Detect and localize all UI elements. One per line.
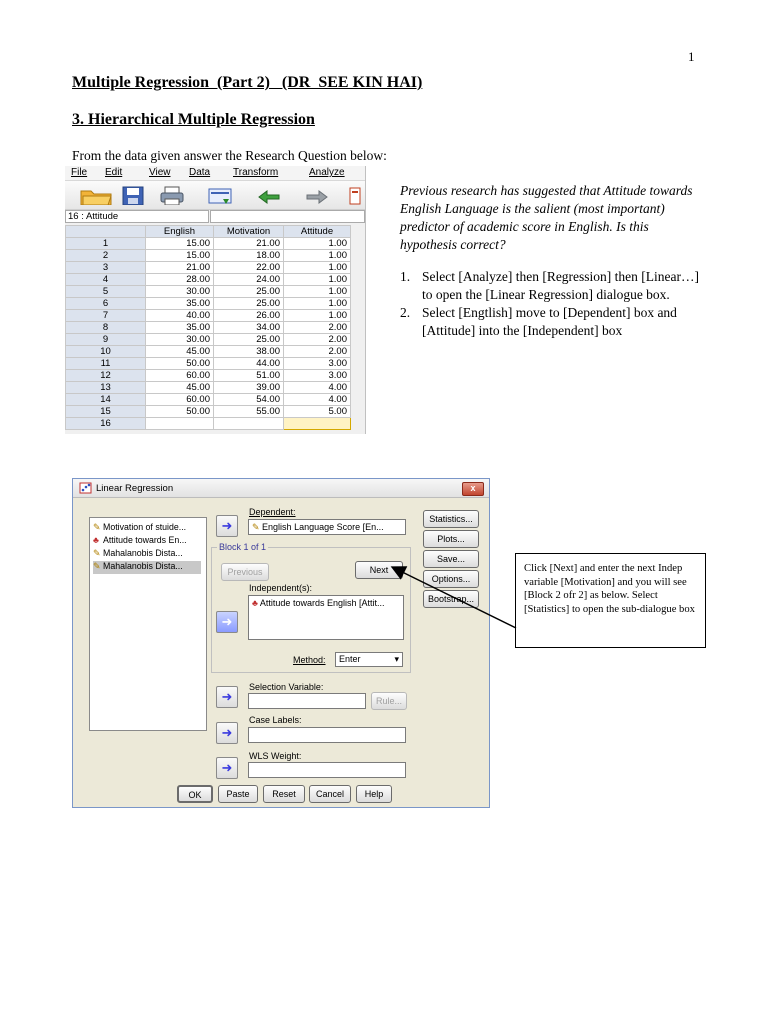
page-number: 1 [688,49,695,64]
column-header-english[interactable]: English [146,226,214,238]
data-cell[interactable]: 26.00 [214,310,284,322]
data-cell[interactable]: 50.00 [146,406,214,418]
data-cell[interactable]: 1.00 [284,286,351,298]
data-cell[interactable]: 3.00 [284,358,351,370]
dependent-label: Dependent: [249,507,296,517]
data-cell[interactable]: 1.00 [284,250,351,262]
independent-label: Independent(s): [249,583,313,593]
nominal-icon: ♣ [93,535,99,545]
data-cell[interactable]: 4.00 [284,382,351,394]
arrow-right-icon: ➜ [221,689,233,704]
menu-file[interactable]: File [71,167,88,178]
row-number[interactable]: 12 [66,370,146,382]
data-cell[interactable]: 21.00 [146,262,214,274]
ruler-icon: ✎ [93,548,101,558]
save-button[interactable]: Save... [423,550,479,568]
close-button[interactable]: x [462,482,484,496]
variable-item[interactable]: ✎ Motivation of stuide... [93,522,187,532]
data-cell[interactable]: 25.00 [214,298,284,310]
previous-button[interactable]: Previous [221,563,269,581]
data-cell[interactable]: 30.00 [146,334,214,346]
data-cell[interactable]: 54.00 [214,394,284,406]
menu-transform[interactable]: Transform [233,167,279,178]
variable-item[interactable]: ✎ Mahalanobis Dista... [93,548,183,558]
document-heading: Multiple Regression (Part 2) (DR SEE KIN HAI) [72,74,423,91]
data-cell[interactable]: 1.00 [284,310,351,322]
data-cell[interactable]: 4.00 [284,394,351,406]
dialog-title: Linear Regression [96,483,174,494]
data-cell[interactable]: 1.00 [284,238,351,250]
row-number[interactable]: 1 [66,238,146,250]
cancel-button[interactable]: Cancel [309,785,351,803]
rule-button[interactable]: Rule... [371,692,407,710]
data-cell[interactable]: 3.00 [284,370,351,382]
callout-note: Click [Next] and enter the next Indep variable [Motivation] and you will see [Block 2 ofr 2] as below. Select [Statistics] to open the sub-dialogue box [515,553,706,648]
method-select[interactable]: Enter ▾ [335,652,403,667]
block-label: Block 1 of 1 [219,542,267,552]
row-number[interactable]: 2 [66,250,146,262]
arrow-right-icon: ➜ [221,614,233,629]
selection-variable-label: Selection Variable: [249,682,324,692]
data-cell[interactable]: 25.00 [214,286,284,298]
ruler-icon: ✎ [252,522,263,532]
data-cell[interactable]: 60.00 [146,394,214,406]
ruler-icon: ✎ [93,522,101,532]
variable-item-selected[interactable]: ✎ Mahalanobis Dista... [93,561,201,574]
reset-button[interactable]: Reset [263,785,305,803]
data-cell[interactable]: 18.00 [214,250,284,262]
row-number[interactable]: 5 [66,286,146,298]
menu-data[interactable]: Data [189,167,211,178]
data-cell[interactable]: 55.00 [214,406,284,418]
research-question: Previous research has suggested that Attitude towards English Language is the salient (most important) predictor of academic score in English. Is this hypothesis correct? [400,183,693,252]
data-cell[interactable]: 15.00 [146,238,214,250]
menu-view[interactable]: View [149,167,171,178]
data-cell[interactable]: 2.00 [284,346,351,358]
data-cell[interactable]: 1.00 [284,262,351,274]
data-cell[interactable]: 30.00 [146,286,214,298]
data-cell[interactable]: 21.00 [214,238,284,250]
data-cell[interactable]: 50.00 [146,358,214,370]
help-button[interactable]: Help [356,785,392,803]
intro-text: From the data given answer the Research Question below: [72,148,387,163]
row-number[interactable]: 16 [66,418,146,430]
data-cell[interactable]: 2.00 [284,322,351,334]
row-number[interactable]: 10 [66,346,146,358]
row-number[interactable]: 4 [66,274,146,286]
data-cell[interactable]: 39.00 [214,382,284,394]
data-cell[interactable]: 45.00 [146,382,214,394]
data-cell[interactable]: 44.00 [214,358,284,370]
row-number[interactable]: 9 [66,334,146,346]
data-cell[interactable]: 35.00 [146,322,214,334]
data-cell[interactable]: 5.00 [284,406,351,418]
row-number[interactable]: 15 [66,406,146,418]
data-cell[interactable]: 34.00 [214,322,284,334]
case-labels-label: Case Labels: [249,715,302,725]
cell-reference-box[interactable]: 16 : Attitude [65,210,209,223]
section-heading: 3. Hierarchical Multiple Regression [72,111,315,128]
data-cell[interactable]: 28.00 [146,274,214,286]
step-number: 1. [400,269,411,284]
row-number[interactable]: 11 [66,358,146,370]
step-text: Select [Analyze] then [Regression] then [Linear…] to open the [Linear Regression] dialogue box. [422,269,700,302]
row-number[interactable]: 14 [66,394,146,406]
data-cell[interactable]: 1.00 [284,298,351,310]
row-number[interactable]: 8 [66,322,146,334]
data-cell[interactable]: 35.00 [146,298,214,310]
data-cell[interactable]: 45.00 [146,346,214,358]
data-cell[interactable]: 24.00 [214,274,284,286]
step-text: Select [Engtlish] move to [Dependent] box and [Attitude] into the [Independent] box [422,305,677,338]
independent-list[interactable]: ♣ Attitude towards English [Attit... [248,595,404,640]
ok-button[interactable]: OK [177,785,213,803]
row-number[interactable]: 13 [66,382,146,394]
next-button[interactable]: Next [355,561,403,579]
menu-analyze[interactable]: Analyze [309,167,345,178]
step-number: 2. [400,305,411,320]
menu-edit[interactable]: Edit [105,167,123,178]
column-header-attitude[interactable]: Attitude [284,226,351,238]
data-cell[interactable]: 22.00 [214,262,284,274]
data-cell[interactable]: 60.00 [146,370,214,382]
data-cell[interactable]: 38.00 [214,346,284,358]
dependent-field[interactable]: ✎ English Language Score [En... [248,519,406,535]
data-cell[interactable]: 40.00 [146,310,214,322]
data-cell[interactable]: 15.00 [146,250,214,262]
data-cell[interactable]: 51.00 [214,370,284,382]
data-cell[interactable]: 2.00 [284,334,351,346]
chevron-down-icon: ▾ [394,654,399,664]
row-number[interactable]: 6 [66,298,146,310]
arrow-right-icon: ➜ [221,725,233,740]
column-header-motivation[interactable]: Motivation [214,226,284,238]
bootstrap-button[interactable]: Bootstrap... [423,590,479,608]
data-cell[interactable]: 25.00 [214,334,284,346]
row-number[interactable]: 7 [66,310,146,322]
options-button[interactable]: Options... [423,570,479,588]
row-number[interactable]: 3 [66,262,146,274]
data-cell[interactable]: 1.00 [284,274,351,286]
variable-item[interactable]: ♣ Attitude towards En... [93,535,187,545]
method-label: Method: [293,655,326,665]
arrow-right-icon: ➜ [221,518,233,533]
nominal-icon: ♣ [252,598,260,608]
ruler-icon: ✎ [93,561,101,571]
arrow-right-icon: ➜ [221,760,233,775]
wls-weight-label: WLS Weight: [249,751,302,761]
plots-button[interactable]: Plots... [423,530,479,548]
paste-button[interactable]: Paste [218,785,258,803]
statistics-button[interactable]: Statistics... [423,510,479,528]
